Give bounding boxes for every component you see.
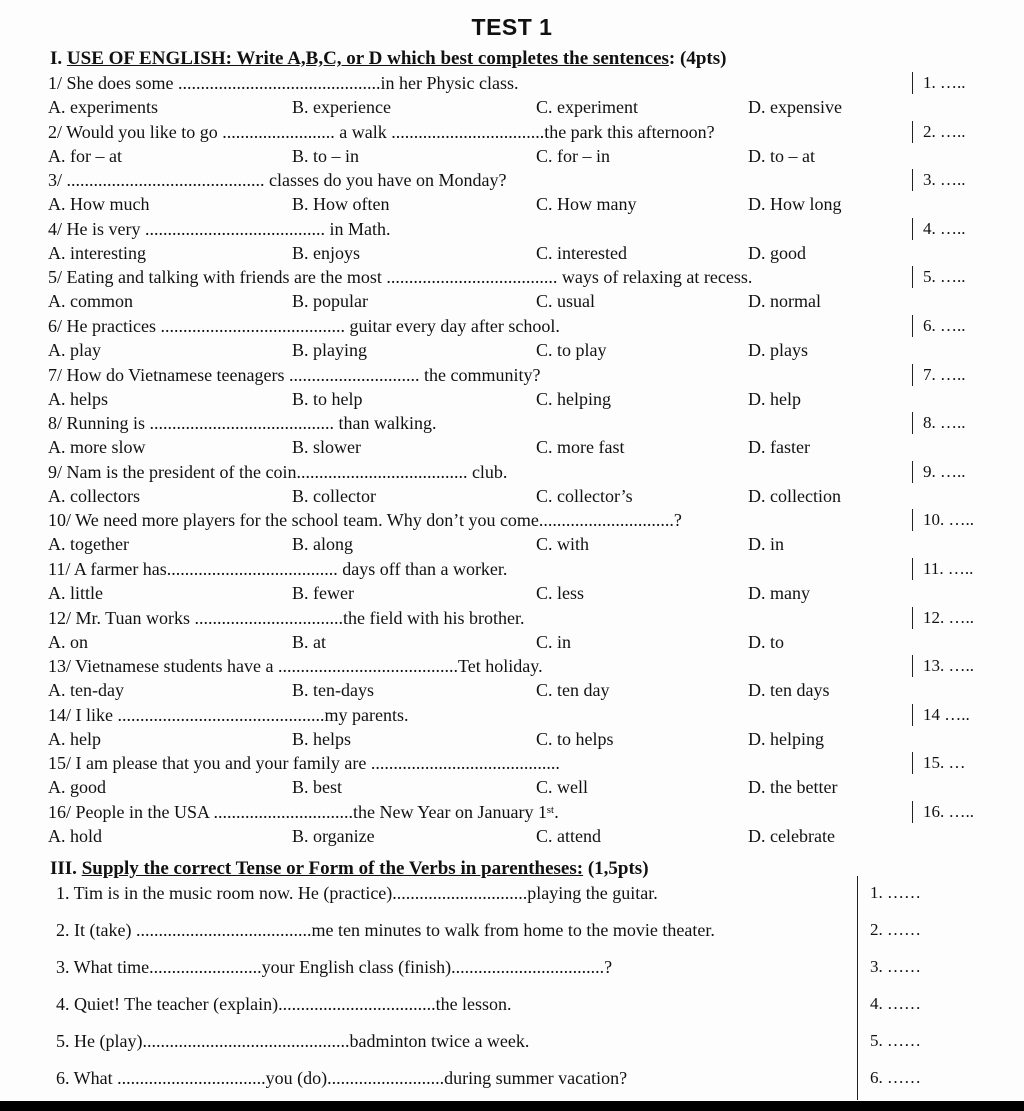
question-stem: 3/ ............................................ classes do you have on Monday? — [48, 170, 507, 191]
answer-blank[interactable]: 3. …… — [870, 957, 921, 976]
option-c: C. with — [536, 534, 590, 555]
question-stem: 14/ I like ..............................................my parents. — [48, 704, 409, 725]
option-c: C. more fast — [536, 437, 625, 458]
option-d: D. faster — [748, 437, 810, 458]
option-c: C. to helps — [536, 728, 614, 749]
answer-blank[interactable]: 1. ….. — [912, 72, 966, 94]
option-a: A. experiments — [48, 97, 158, 117]
option-c: C. well — [536, 777, 588, 798]
verb-item: 3. What time.........................your English class (finish)..................................? — [56, 957, 613, 977]
section1-points: : (4pts) — [668, 48, 727, 69]
verb-item: 2. It (take) .......................................me ten minutes to walk from home to the movie theater. — [56, 920, 715, 940]
answer-blank[interactable]: 5. ….. — [912, 266, 966, 288]
question-stem: 2/ Would you like to go ......................... a walk ..................................the park this afternoon? — [48, 121, 715, 142]
answer-blank[interactable]: 11. ….. — [912, 558, 973, 580]
option-b: B. enjoys — [292, 242, 361, 263]
page-title: TEST 1 — [471, 14, 553, 40]
question-stem: 7/ How do Vietnamese teenagers ............................. the community? — [48, 364, 541, 385]
option-b: B. best — [292, 777, 343, 798]
option-c: C. for – in — [536, 145, 610, 166]
option-d: D. help — [748, 388, 801, 409]
option-b: B. playing — [292, 340, 367, 360]
option-b: B. along — [292, 534, 353, 555]
section1-instruction: USE OF ENGLISH: Write A,B,C, or D which best completes the sentences — [66, 48, 669, 69]
option-a: A. common — [48, 291, 133, 312]
option-a: A. on — [48, 631, 88, 652]
option-a: A. little — [48, 583, 103, 603]
question-stem: 12/ Mr. Tuan works .................................the field with his brother. — [48, 607, 525, 628]
section3-heading — [50, 858, 649, 880]
answer-blank[interactable]: 10. ….. — [912, 509, 974, 531]
option-d: D. expensive — [748, 97, 842, 117]
question-stem: 15/ I am please that you and your family are .......................................... — [48, 753, 560, 774]
option-c: C. in — [536, 631, 572, 652]
option-c: C. interested — [536, 242, 627, 263]
option-a: A. more slow — [48, 437, 146, 458]
option-c: C. helping — [536, 388, 611, 409]
option-a: A. together — [48, 534, 129, 555]
option-c: C. attend — [536, 826, 601, 846]
section1-number: I. — [50, 48, 63, 69]
question-stem: 10/ We need more players for the school team. Why don’t you come..............................? — [48, 510, 682, 531]
option-a: A. How much — [48, 194, 150, 215]
option-b: B. at — [292, 631, 326, 652]
question-stem: 16/ People in the USA ...............................the New Year on January 1ˢᵗ. — [48, 802, 559, 822]
option-b: B. ten-days — [292, 680, 374, 701]
option-d: D. How long — [748, 194, 842, 215]
answer-blank[interactable]: 1. …… — [870, 883, 921, 902]
verb-item: 6. What .................................you (do)..........................during summer vacation? — [56, 1068, 628, 1088]
option-d: D. helping — [748, 728, 824, 749]
question-stem: 9/ Nam is the president of the coin...................................... club. — [48, 461, 508, 482]
option-d: D. to – at — [748, 145, 815, 166]
answer-blank[interactable]: 16. ….. — [912, 801, 974, 823]
question-stem: 4/ He is very ........................................ in Math. — [48, 218, 391, 239]
section3-number: III. — [50, 858, 77, 879]
option-c: C. less — [536, 583, 585, 603]
question-stem: 13/ Vietnamese students have a ........................................Tet holiday. — [48, 656, 543, 677]
option-b: B. popular — [292, 291, 368, 312]
option-c: C. ten day — [536, 680, 610, 701]
answer-blank[interactable]: 15. … — [912, 752, 966, 774]
option-a: A. ten-day — [48, 680, 124, 701]
option-d: D. ten days — [748, 680, 830, 701]
option-c: C. experiment — [536, 97, 638, 117]
question-stem: 11/ A farmer has...................................... days off than a worker. — [48, 559, 508, 579]
question-stem: 6/ He practices ......................................... guitar every day after school. — [48, 316, 560, 336]
section1-heading — [50, 48, 726, 70]
option-d: D. normal — [748, 291, 821, 312]
answer-blank[interactable]: 6. …… — [870, 1068, 921, 1087]
option-d: D. many — [748, 583, 810, 603]
option-a: A. interesting — [48, 242, 146, 263]
answer-blank[interactable]: 9. ….. — [912, 461, 966, 483]
answer-blank[interactable]: 7. ….. — [912, 364, 966, 386]
answer-blank[interactable]: 6. ….. — [912, 315, 966, 337]
option-c: C. collector’s — [536, 485, 633, 506]
option-d: D. collection — [748, 485, 841, 506]
option-b: B. fewer — [292, 583, 354, 603]
option-d: D. the better — [748, 777, 838, 798]
option-a: A. collectors — [48, 485, 140, 506]
answer-column-divider — [857, 876, 858, 1100]
option-d: D. good — [748, 242, 806, 263]
option-a: A. help — [48, 728, 101, 749]
option-b: B. slower — [292, 437, 361, 458]
option-d: D. in — [748, 534, 784, 555]
option-b: B. collector — [292, 485, 376, 506]
question-stem: 5/ Eating and talking with friends are the most ...................................... ways of relaxing at recess. — [48, 267, 753, 288]
section3-points: (1,5pts) — [583, 858, 649, 879]
option-a: A. for – at — [48, 145, 122, 166]
answer-blank[interactable]: 5. …… — [870, 1031, 921, 1050]
option-b: B. to – in — [292, 145, 360, 166]
option-c: C. to play — [536, 340, 607, 360]
verb-item: 4. Quiet! The teacher (explain)...................................the lesson. — [56, 994, 512, 1014]
option-a: A. good — [48, 777, 106, 798]
option-b: B. organize — [292, 826, 375, 846]
option-d: D. to — [748, 631, 784, 652]
verb-item: 1. Tim is in the music room now. He (practice)..............................playing the guitar. — [56, 883, 658, 903]
question-stem: 8/ Running is ......................................... than walking. — [48, 413, 437, 434]
answer-blank[interactable]: 3. ….. — [912, 169, 966, 191]
option-b: B. to help — [292, 388, 363, 409]
answer-blank[interactable]: 8. ….. — [912, 412, 966, 434]
option-a: A. play — [48, 340, 101, 360]
option-d: D. plays — [748, 340, 808, 360]
section3-instruction: Supply the correct Tense or Form of the Verbs in parentheses: — [81, 858, 584, 879]
option-c: C. How many — [536, 194, 637, 215]
option-b: B. How often — [292, 194, 390, 215]
option-a: A. hold — [48, 826, 102, 846]
verb-item: 5. He (play)..............................................badminton twice a week. — [56, 1031, 530, 1051]
option-b: B. helps — [292, 728, 352, 749]
option-c: C. usual — [536, 291, 596, 312]
option-b: B. experience — [292, 97, 391, 117]
answer-blank[interactable]: 13. ….. — [912, 655, 974, 677]
answer-blank[interactable]: 2. …… — [870, 920, 921, 939]
answer-blank[interactable]: 12. ….. — [912, 607, 974, 629]
answer-blank[interactable]: 14 ….. — [912, 704, 970, 726]
answer-blank[interactable]: 4. …… — [870, 994, 921, 1013]
bottom-border — [0, 1101, 1024, 1111]
answer-blank[interactable]: 2. ….. — [912, 121, 966, 143]
answer-blank[interactable]: 4. ….. — [912, 218, 966, 240]
option-d: D. celebrate — [748, 826, 835, 846]
option-a: A. helps — [48, 388, 108, 409]
question-stem: 1/ She does some .............................................in her Physic class. — [48, 73, 519, 93]
